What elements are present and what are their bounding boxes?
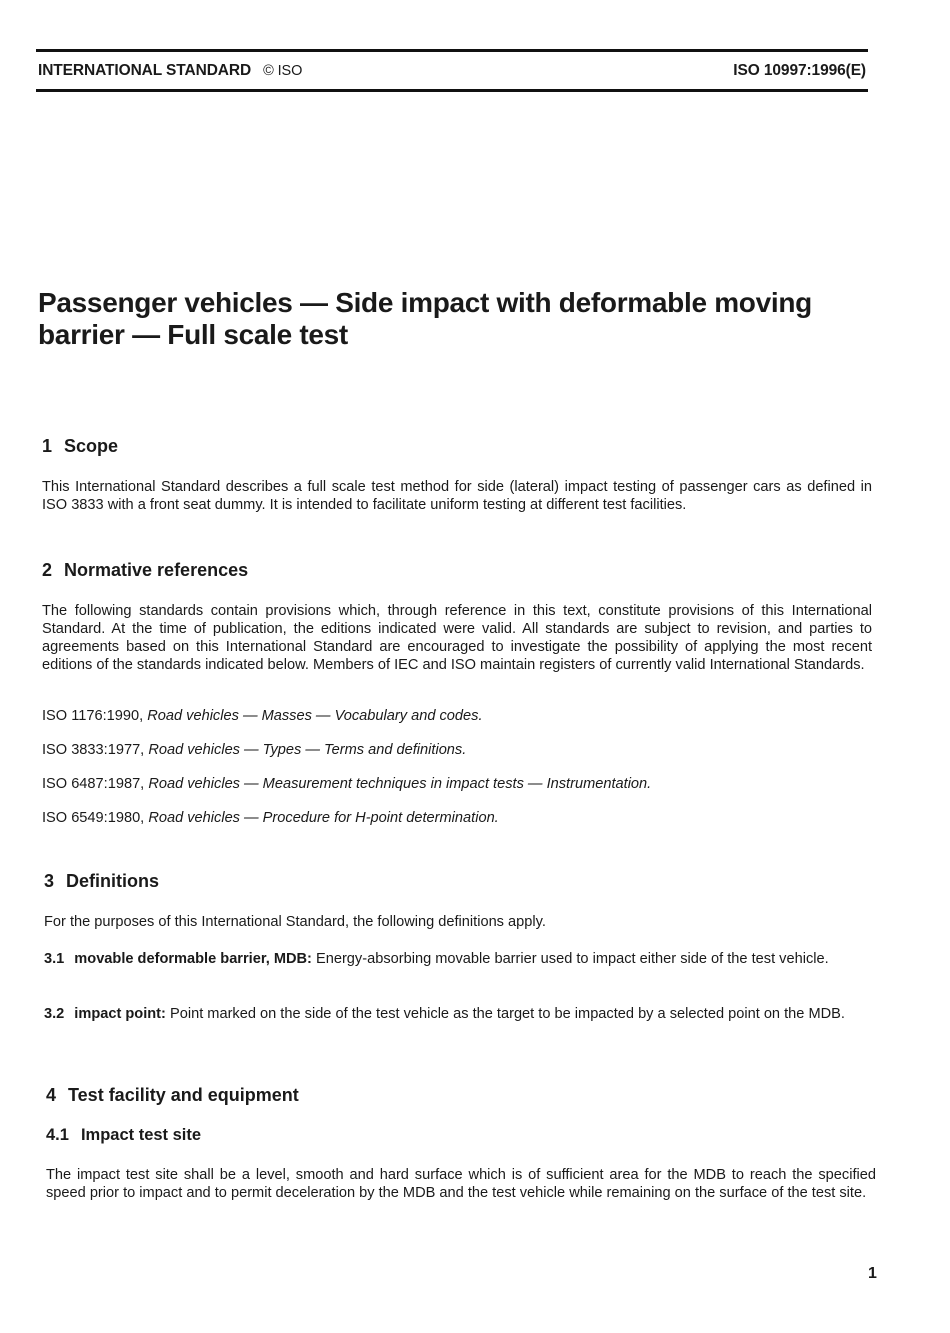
definition-term: movable deformable barrier, MDB: [74,951,312,967]
normative-paragraph: The following standards contain provisions which, through reference in this text, constitute provisions of this International Standard. At the time of publication, the editions indicated were valid. All standards are subject to revision, and parties to agreements based on this International Standard are encouraged to investigate the possibility of applying the most recent editions of the standards indicated below. Members of IEC and ISO maintain registers of currently valid International Standards. [42,603,872,673]
section-number: 1 [42,436,53,456]
header-left [38,62,302,80]
header-standard-type: INTERNATIONAL STANDARD [38,62,252,79]
reference-id: ISO 6549:1980, [42,810,145,826]
definition-term: impact point: [74,1006,166,1022]
definition-text: Point marked on the side of the test vehicle as the target to be impacted by a selected point on the MDB. [169,1006,845,1022]
definition-item [44,950,874,968]
reference-title: Road vehicles — Procedure for H-point determination. [148,810,499,826]
reference-item [42,708,483,724]
reference-item [42,742,466,758]
definition-number: 3.2 [44,1006,65,1022]
reference-title: Road vehicles — Masses — Vocabulary and codes. [147,708,483,724]
title-line-2: barrier — Full scale test [38,319,348,350]
reference-item [42,810,499,826]
reference-title: Road vehicles — Measurement techniques in impact tests — Instrumentation. [148,776,652,792]
subsection-title: Impact test site [80,1126,202,1144]
title-line-1: Passenger vehicles — Side impact with deformable moving [38,287,812,318]
document-title [38,287,888,351]
section-number: 3 [44,871,55,891]
reference-item [42,776,651,792]
reference-id: ISO 1176:1990, [42,708,144,724]
page-number: 1 [868,1265,877,1282]
header-copyright: © ISO [263,63,303,79]
section-heading-definitions [44,871,159,892]
section-title: Definitions [66,871,160,891]
definition-item [44,1005,874,1023]
reference-id: ISO 6487:1987, [42,776,145,792]
section-title: Scope [64,436,119,456]
section-number: 4 [46,1085,57,1105]
header-top-rule [36,49,868,52]
section-title: Test facility and equipment [68,1085,299,1105]
subsection-heading-impact-test-site [46,1126,201,1145]
scope-paragraph: This International Standard describes a full scale test method for side (lateral) impact testing of passenger cars as defined in ISO 3833 with a front seat dummy. It is intended to facilitate uniform testing at different test facilities. [42,479,872,513]
reference-title: Road vehicles — Types — Terms and definitions. [148,742,467,758]
definition-text: Energy-absorbing movable barrier used to impact either side of the test vehicle. [315,951,829,967]
definitions-intro: For the purposes of this International Standard, the following definitions apply. [44,914,546,930]
definition-number: 3.1 [44,951,65,967]
section-number: 2 [42,560,53,580]
section-title: Normative references [64,560,249,580]
reference-id: ISO 3833:1977, [42,742,145,758]
header-bottom-rule [36,89,868,92]
section-heading-scope [42,436,118,457]
impact-test-site-paragraph: The impact test site shall be a level, smooth and hard surface which is of sufficient area for the MDB to reach the specified speed prior to impact and to permit deceleration by the MDB and the test vehicle while remaining on the surface of the test site. [46,1167,876,1201]
section-heading-normative-references [42,560,248,581]
subsection-number: 4.1 [46,1126,69,1144]
section-heading-test-facility [46,1085,299,1106]
header-standard-number: ISO 10997:1996(E) [733,62,866,79]
